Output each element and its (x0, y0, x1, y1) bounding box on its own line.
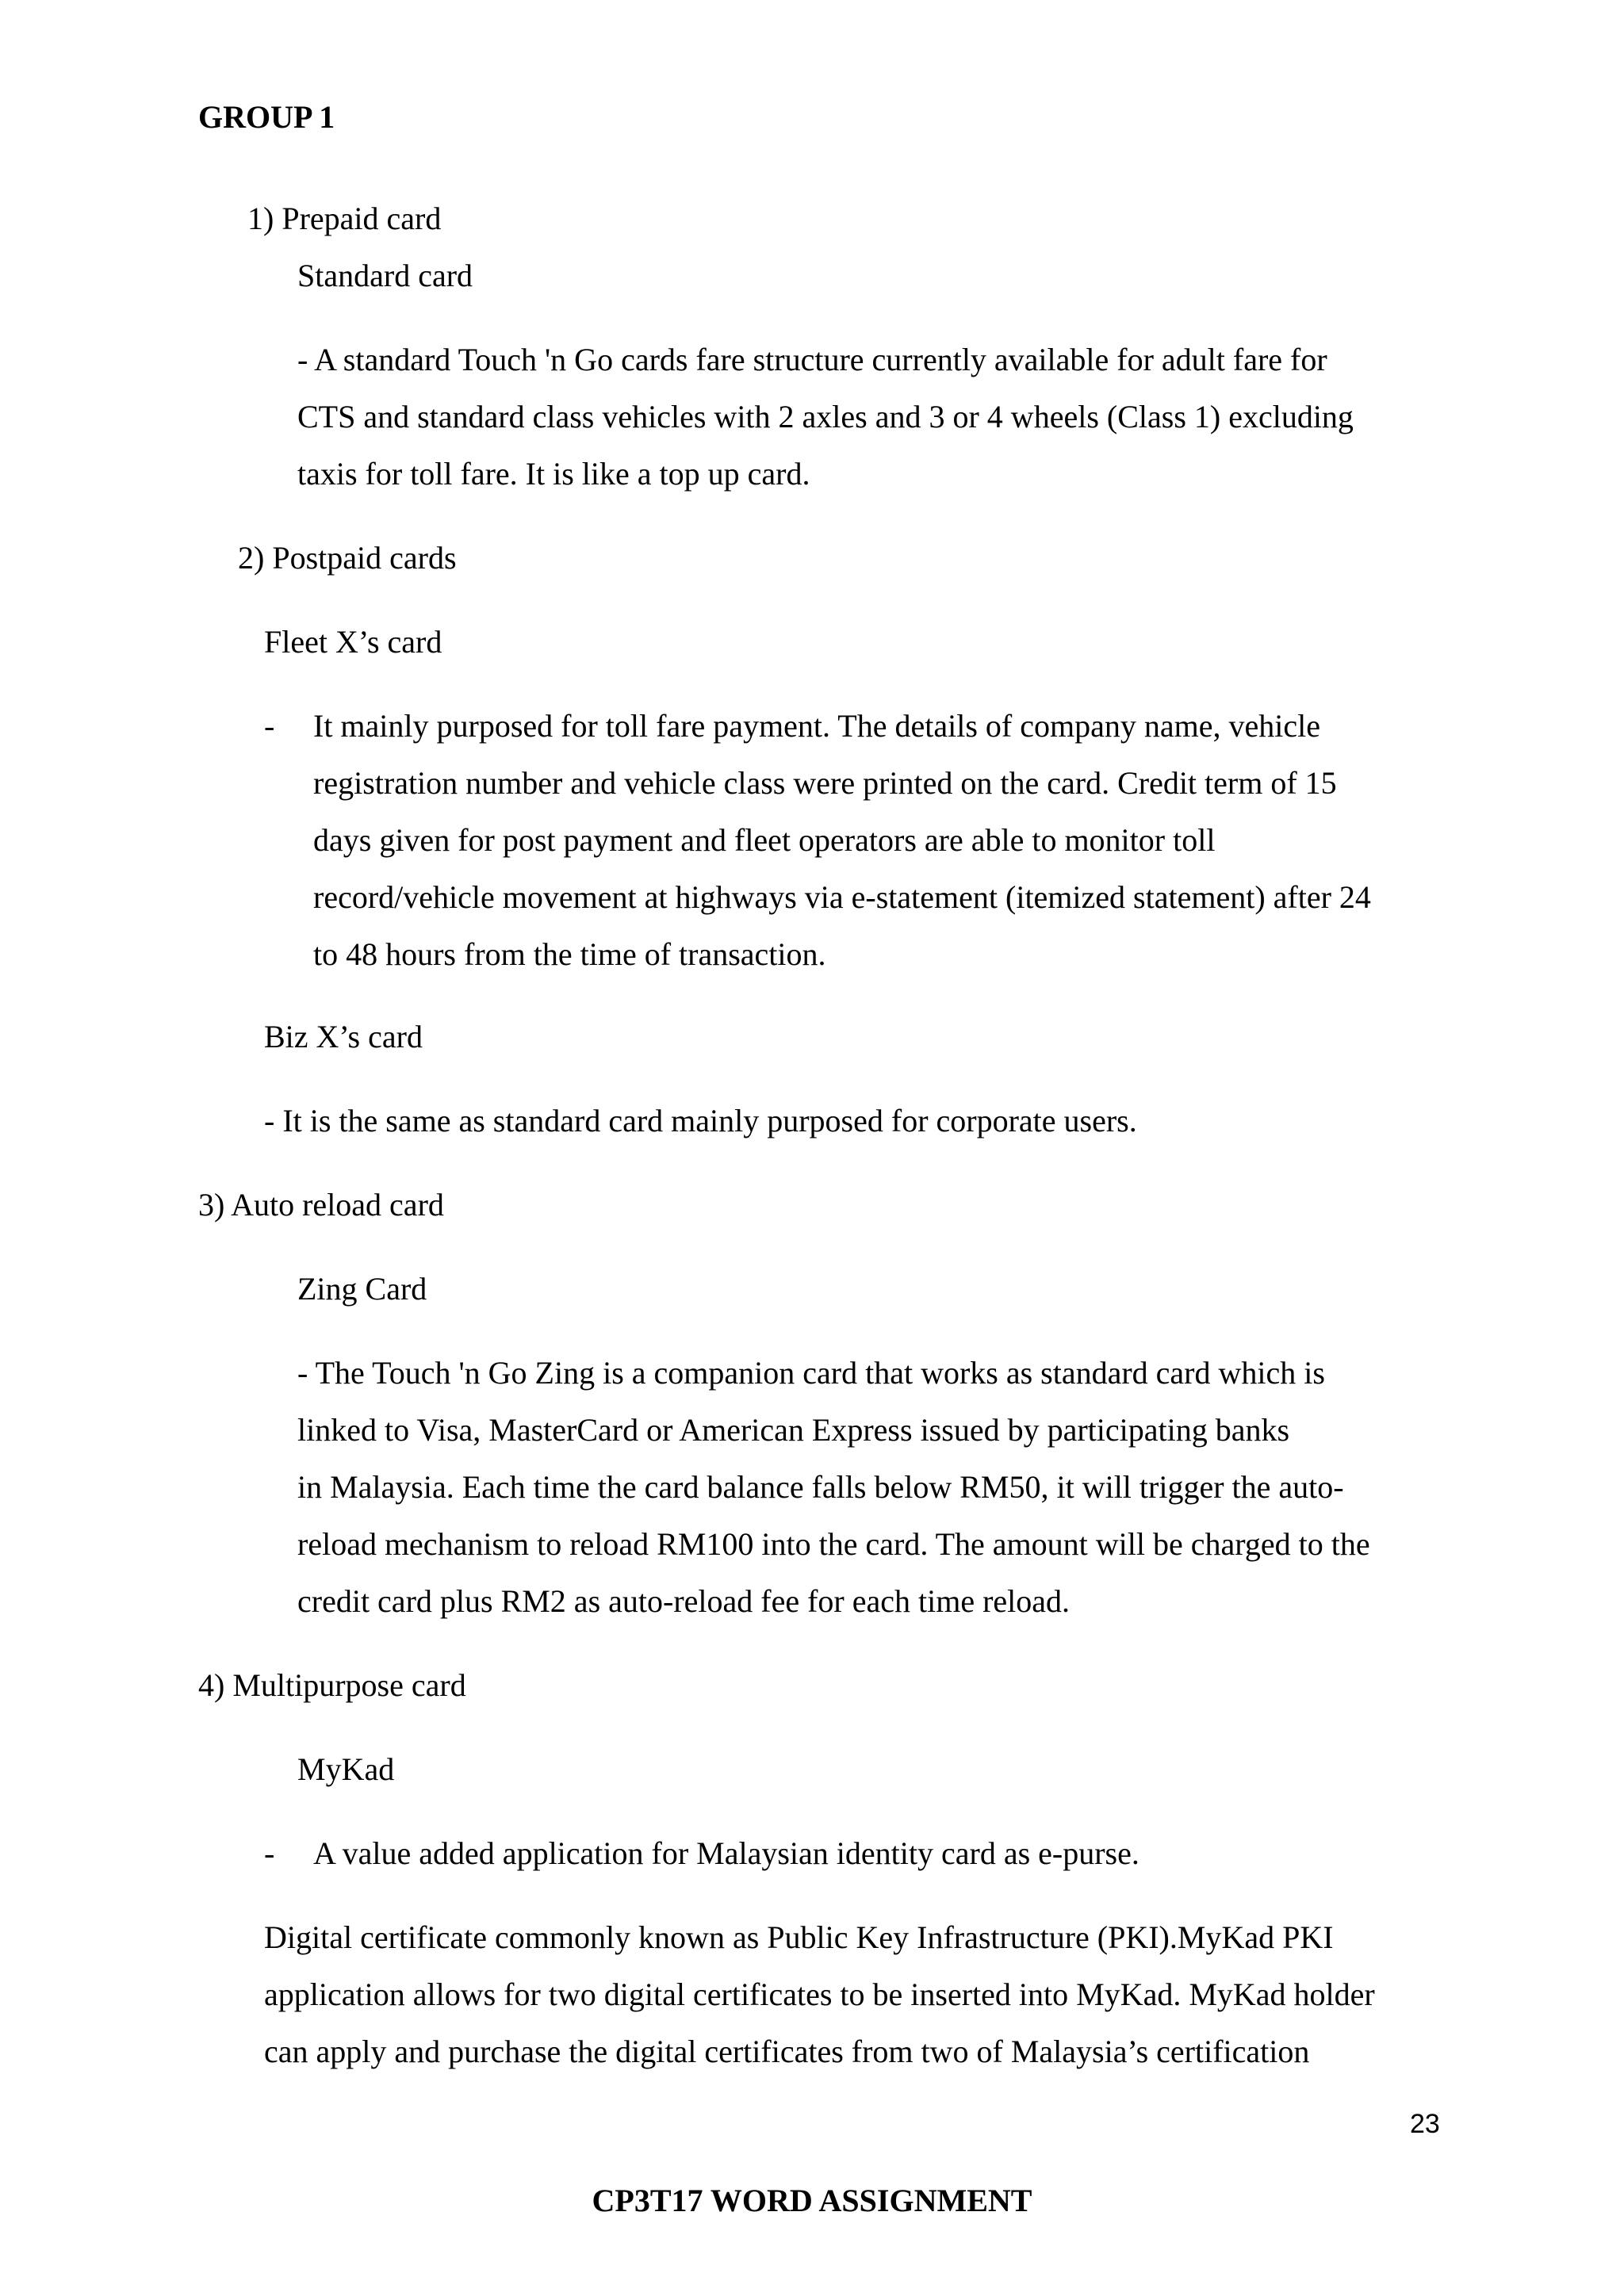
page-heading: GROUP 1 (198, 99, 335, 135)
zing-card-line: reload mechanism to reload RM100 into the card. The amount will be charged to the (297, 1526, 1370, 1562)
section-1-bullet-line: - A standard Touch 'n Go cards fare structure currently available for adult fare for (297, 342, 1327, 377)
section-1-bullet-line: taxis for toll fare. It is like a top up card. (297, 456, 810, 492)
page-number: 23 (1410, 2109, 1440, 2139)
zing-card-description (297, 1345, 1370, 1630)
pki-paragraph-line: application allows for two digital certificates to be inserted into MyKad. MyKad holder (264, 1976, 1375, 2012)
fleet-card-title: Fleet X’s card (264, 624, 442, 660)
pki-paragraph-line: can apply and purchase the digital certificates from two of Malaysia’s certification (264, 2034, 1310, 2069)
mykad-description: A value added application for Malaysian identity card as e-purse. (313, 1835, 1139, 1871)
section-1-title: 1) Prepaid card (247, 201, 442, 236)
fleet-card-dash: - (264, 708, 275, 744)
biz-card-title: Biz X’s card (264, 1019, 423, 1054)
zing-card-line: credit card plus RM2 as auto-reload fee for each time reload. (297, 1583, 1071, 1619)
fleet-card-line: record/vehicle movement at highways via e-statement (itemized statement) after 24 (313, 879, 1371, 915)
section-2-title: 2) Postpaid cards (238, 540, 457, 576)
pki-paragraph (264, 1909, 1375, 2080)
section-3-title: 3) Auto reload card (198, 1187, 444, 1223)
section-1-subtitle: Standard card (297, 258, 473, 293)
fleet-card-line: registration number and vehicle class were printed on the card. Credit term of 15 (313, 765, 1337, 801)
fleet-card-line: It mainly purposed for toll fare payment. The details of company name, vehicle (313, 708, 1320, 744)
mykad-title: MyKad (297, 1751, 395, 1787)
section-4-title: 4) Multipurpose card (198, 1667, 466, 1703)
page-footer: CP3T17 WORD ASSIGNMENT (592, 2183, 1032, 2218)
fleet-card-line: to 48 hours from the time of transaction. (313, 936, 826, 972)
fleet-card-line: days given for post payment and fleet operators are able to monitor toll (313, 822, 1216, 858)
zing-card-title: Zing Card (297, 1271, 427, 1307)
section-1-bullet-line: CTS and standard class vehicles with 2 axles and 3 or 4 wheels (Class 1) excluding (297, 399, 1354, 434)
mykad-dash: - (264, 1835, 275, 1871)
section-1-bullet (297, 331, 1354, 503)
zing-card-line: linked to Visa, MasterCard or American Express issued by participating banks (297, 1412, 1290, 1448)
zing-card-line: in Malaysia. Each time the card balance falls below RM50, it will trigger the auto- (297, 1469, 1344, 1505)
zing-card-line: - The Touch 'n Go Zing is a companion card that works as standard card which is (297, 1355, 1325, 1391)
pki-paragraph-line: Digital certificate commonly known as Public Key Infrastructure (PKI).MyKad PKI (264, 1919, 1334, 1955)
fleet-card-description (313, 698, 1371, 983)
biz-card-description: - It is the same as standard card mainly purposed for corporate users. (264, 1103, 1137, 1138)
